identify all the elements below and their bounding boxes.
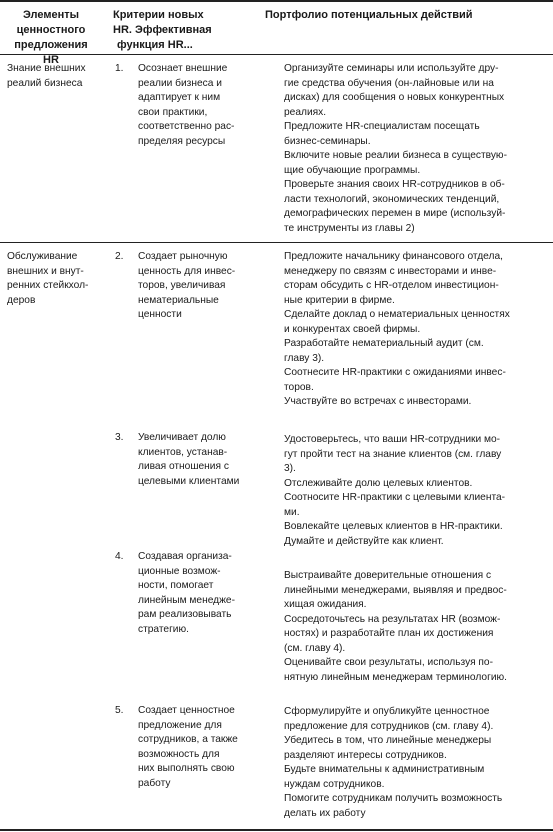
cell-line: сторам обсудить с HR-отделом инвестицион- (284, 280, 499, 291)
criterion-cell (138, 431, 278, 489)
cell-line: Увеличивает долю (138, 432, 226, 443)
cell-line: линейным менедже- (138, 594, 235, 606)
actions-cell (284, 62, 549, 236)
cell-line: демографических перемен в мире (используй- (284, 208, 506, 219)
header-line: Критерии новых (113, 9, 204, 21)
cell-line: Выстраивайте доверительные отношения с (284, 570, 492, 581)
cell-line: деров (7, 294, 36, 306)
cell-line: торов, увеличивая (138, 280, 226, 291)
row-divider (0, 242, 553, 243)
cell-line: 3). (284, 463, 296, 474)
cell-line: нематериальные (138, 294, 219, 306)
cell-line: Создавая организа- (138, 551, 232, 562)
cell-line: работу (138, 777, 171, 789)
actions-cell (284, 705, 549, 821)
cell-line: ласти технологий, экономических тенденций, (284, 193, 500, 205)
cell-line: Думайте и действуйте как клиент. (284, 535, 444, 547)
cell-line: рам реализовывать (138, 609, 232, 620)
cell-line: ности, помогает (138, 580, 214, 591)
cell-line: пределяя ресурсы (138, 135, 226, 147)
row-element-cell (7, 62, 102, 91)
cell-line: ренних стейкхол- (7, 280, 89, 291)
header-line: предложения HR (14, 39, 88, 66)
cell-line: Удостоверьтесь, что ваши HR-сотрудники мо- (284, 434, 501, 445)
cell-line: те инструменты из главы 2) (284, 222, 415, 234)
cell-line: дисках) для сообщения о новых конкурентных (284, 92, 505, 103)
cell-line: гие средства обучения (он-лайновые или на (284, 77, 494, 89)
table-bottom-rule (0, 829, 553, 831)
cell-line: Сделайте доклад о нематериальных ценностях (284, 309, 510, 320)
cell-line: бизнес-семинары. (284, 135, 371, 147)
header-line: HR. Эффективная (113, 24, 212, 36)
cell-line: Создает рыночную (138, 251, 228, 262)
cell-line: Вовлекайте целевых клиентов в HR-практики. (284, 521, 503, 532)
cell-line: Организуйте семинары или используйте дру- (284, 63, 499, 74)
cell-line: Отслеживайте долю целевых клиентов. (284, 477, 473, 489)
cell-line: Проверьте знания своих HR-сотрудников в об- (284, 179, 505, 190)
criterion-cell (138, 62, 278, 149)
cell-line: ливая отношения с (138, 461, 229, 472)
cell-line: реалий бизнеса (7, 77, 83, 89)
cell-line: линейными менеджерами, выявляя и предвос- (284, 584, 507, 596)
cell-line: менеджеру по связям с инвесторами и инве- (284, 265, 497, 277)
cell-line: Соотнесите HR-практики с ожиданиями инвес- (284, 367, 506, 378)
header-col-criteria (113, 8, 212, 53)
cell-line: реалиях. (284, 106, 327, 118)
cell-line: Включите новые реалии бизнеса в существую- (284, 150, 507, 161)
cell-line: нятную линейным менеджерам терминологию. (284, 671, 507, 683)
cell-line: Сформулируйте и опубликуйте ценностное (284, 706, 490, 717)
table-top-rule (0, 0, 553, 2)
header-col-elements (7, 8, 95, 68)
cell-line: внешних и внут- (7, 265, 84, 277)
cell-line: Участвуйте во встречах с инвесторами. (284, 396, 472, 407)
actions-cell (284, 433, 549, 549)
cell-line: сотрудников, а также (138, 734, 238, 745)
cell-line: Оценивайте свои результаты, используя по- (284, 657, 493, 668)
criterion-number: 3. (115, 432, 124, 443)
cell-line: Создает ценностное (138, 705, 235, 716)
cell-line: гут пройти тест на знание клиентов (см. главу (284, 448, 502, 460)
cell-line: Сосредоточьтесь на результатах HR (возмож- (284, 613, 501, 625)
cell-line: Предложите HR-специалистам посещать (284, 121, 480, 132)
cell-line: предложение для (138, 719, 222, 731)
cell-line: них выполнять свою (138, 763, 235, 774)
cell-line: Соотносите HR-практики с целевыми клиента- (284, 492, 506, 503)
header-col-actions (265, 8, 473, 23)
criterion-number: 1. (115, 63, 124, 74)
cell-line: разделяют интересы сотрудников. (284, 749, 447, 761)
cell-line: ценности (138, 309, 182, 320)
cell-line: целевыми клиентами (138, 475, 240, 487)
cell-line: возможность для (138, 748, 220, 760)
criterion-number: 4. (115, 551, 124, 562)
cell-line: Обслуживание (7, 251, 78, 262)
criterion-cell (138, 704, 278, 791)
cell-line: свои практики, (138, 106, 208, 118)
cell-line: главу 3). (284, 352, 325, 364)
header-line: Портфолио потенциальных действий (265, 9, 473, 21)
cell-line: адаптирует к ним (138, 92, 221, 103)
actions-cell (284, 250, 549, 410)
cell-line: торов. (284, 381, 314, 393)
cell-line: щие обучающие программы. (284, 164, 421, 176)
cell-line: Будьте внимательны к административным (284, 764, 485, 775)
criterion-number: 5. (115, 705, 124, 716)
cell-line: хищая ожидания. (284, 599, 367, 610)
cell-line: Осознает внешние (138, 63, 228, 74)
cell-line: (см. главу 4). (284, 642, 346, 654)
cell-line: ностях) и разработайте план их достижения (284, 628, 494, 639)
criterion-number: 2. (115, 251, 124, 262)
cell-line: Предложите начальнику финансового отдела, (284, 251, 503, 262)
cell-line: клиентов, устанав- (138, 446, 228, 458)
cell-line: ценность для инвес- (138, 265, 236, 277)
criterion-cell (138, 550, 278, 637)
cell-line: и конкурентах своей фирмы. (284, 323, 421, 335)
cell-line: Помогите сотрудникам получить возможность (284, 793, 503, 804)
cell-line: ционные возмож- (138, 565, 221, 577)
cell-line: ми. (284, 506, 300, 518)
cell-line: ные критерии в фирме. (284, 294, 395, 306)
cell-line: нуждам сотрудников. (284, 778, 385, 790)
cell-line: Разработайте нематериальный аудит (см. (284, 338, 484, 349)
cell-line: предложение для сотрудников (см. главу 4). (284, 720, 494, 732)
cell-line: соответственно рас- (138, 121, 235, 132)
cell-line: Убедитесь в том, что линейные менеджеры (284, 735, 492, 746)
actions-cell (284, 569, 549, 685)
header-line: функция HR... (117, 39, 193, 51)
cell-line: стратегию. (138, 623, 189, 635)
cell-line: делать их работу (284, 807, 366, 819)
criterion-cell (138, 250, 278, 323)
cell-line: реалии бизнеса и (138, 77, 222, 89)
row-element-cell (7, 250, 102, 308)
header-line: ценностного (16, 24, 86, 36)
header-line: Элементы (22, 9, 80, 21)
cell-line: Знание внешних (7, 63, 86, 74)
